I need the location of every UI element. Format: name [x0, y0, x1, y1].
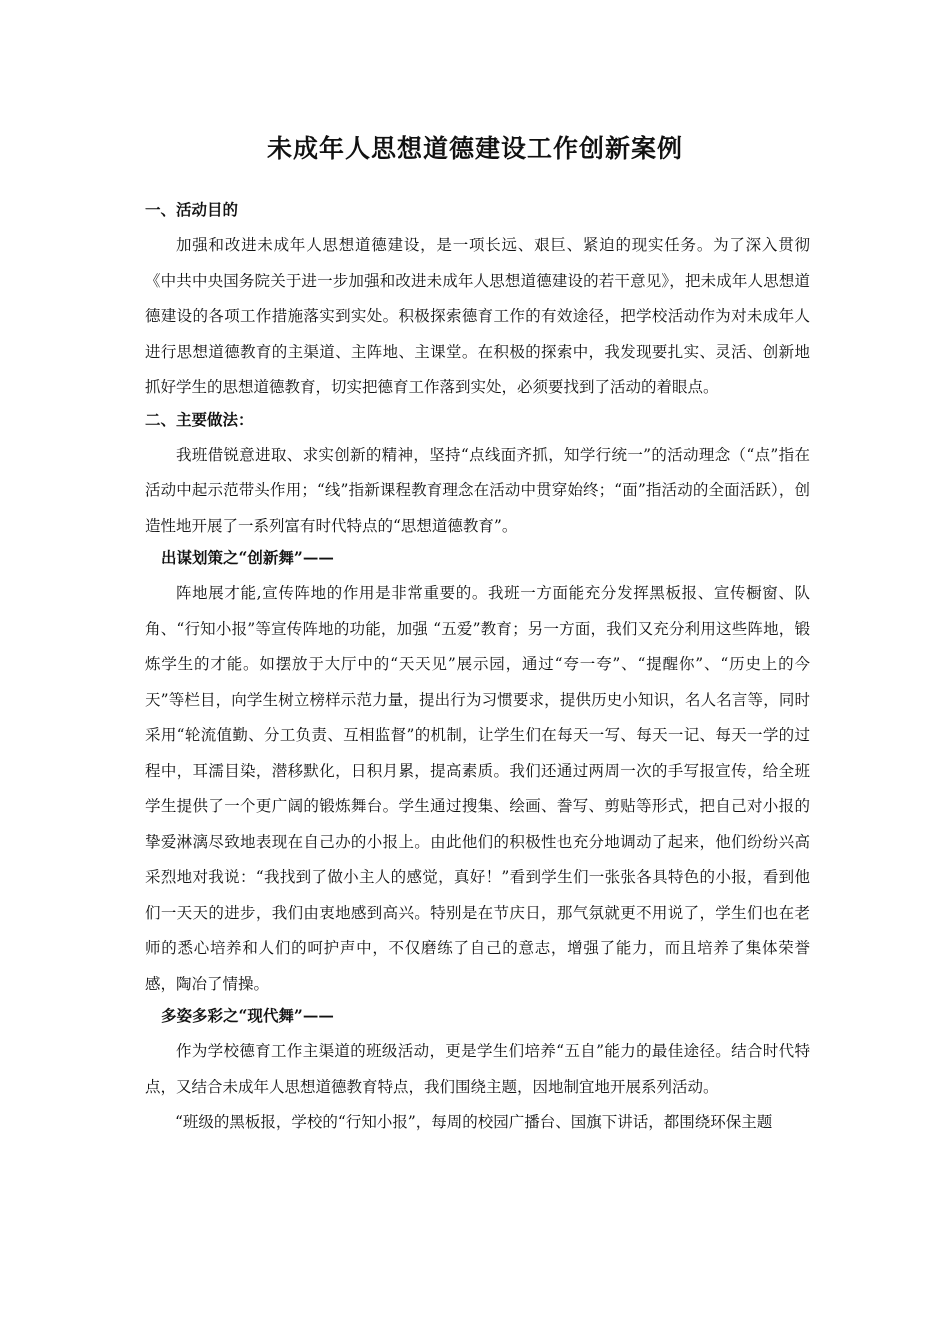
- section-heading-main-methods: 二、主要做法：: [145, 409, 254, 429]
- section-heading-activity-purpose: 一、活动目的: [145, 200, 239, 219]
- paragraph-activity-purpose: 加强和改进未成年人思想道德建设，是一项长远、艰巨、紧迫的现实任务。为了深入贯彻《中共中央国务院关于进一步加强和改进未成年人思想道德建设的若干意见》，把未成年人思想道德建设的各项工作措施落实到实处。积极探索德育工作的有效途径，把学校活动作为对未成年人进行思想道德教育的主渠道、主阵地、主课堂。在积极的探索中，我发现要扎实、灵活、创新地抓好学生的思想道德教育，切实把德育工作落到实处，必须要找到了活动的着眼点。: [145, 236, 810, 396]
- subheading-modern-dance: 多姿多彩之“现代舞”——: [161, 1006, 334, 1025]
- paragraph-modern-dance-continued: “班级的黑板报，学校的“行知小报”，每周的校园广播台、国旗下讲话，都围绕环保主题: [175, 1113, 773, 1131]
- paragraph-modern-dance: 作为学校德育工作主渠道的班级活动，更是学生们培养“五自”能力的最佳途径。结合时代特点，又结合未成年人思想道德教育特点，我们围绕主题，因地制宜地开展系列活动。: [145, 1042, 810, 1096]
- paragraph-innovation-dance: 阵地展才能,宣传阵地的作用是非常重要的。我班一方面能充分发挥黑板报、宣传橱窗、队角、“行知小报”等宣传阵地的功能，加强 “五爱”教育；另一方面，我们又充分利用这些阵地，锻炼学生的才能。如摆放于大厅中的“天天见”展示园，通过“夸一夸”、“提醒你”、“历史上的今天”等栏目，向学生树立榜样示范力量，提出行为习惯要求，提供历史小知识，名人名言等，同时采用“轮流值勤、分工负责、互相监督”的机制，让学生们在每天一写、每天一记、每天一学的过程中，耳濡目染，潜移默化，日积月累，提高素质。我们还通过两周一次的手写报宣传，给全班学生提供了一个更广阔的锻炼舞台。学生通过搜集、绘画、誊写、剪贴等形式，把自己对小报的挚爱淋漓尽致地表现在自己办的小报上。由此他们的积极性也充分地调动了起来，他们纷纷兴高采烈地对我说：“我找到了做小主人的感觉，真好！”看到学生们一张张各具特色的小报，看到他们一天天的进步，我们由衷地感到高兴。特别是在节庆日，那气氛就更不用说了，学生们也在老师的悉心培养和人们的呵护声中，不仅磨练了自己的意志，增强了能力，而且培养了集体荣誉感，陶冶了情操。: [145, 584, 810, 993]
- subheading-innovation-dance: 出谋划策之“创新舞”——: [161, 548, 334, 567]
- document-title: 未成年人思想道德建设工作创新案例: [266, 134, 683, 163]
- paragraph-main-methods: 我班借锐意进取、求实创新的精神，坚持“点线面齐抓，知学行统一”的活动理念（“点”指在活动中起示范带头作用；“线”指新课程教育理念在活动中贯穿始终；“面”指活动的全面活跃），创造性地开展了一系列富有时代特点的“思想道德教育”。: [145, 445, 810, 535]
- document-body: [145, 196, 810, 1141]
